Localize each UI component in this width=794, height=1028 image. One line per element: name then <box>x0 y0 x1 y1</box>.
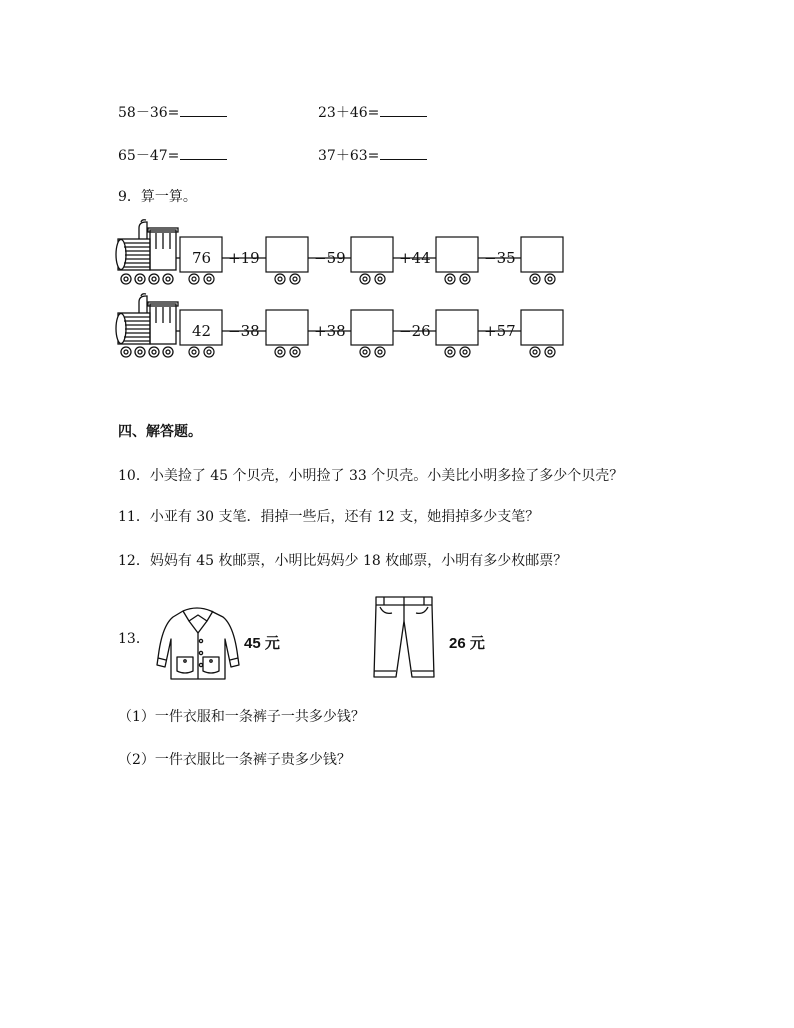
train1-op-1: +19 <box>228 249 260 267</box>
calc-right-1: 23＋46= <box>318 104 427 120</box>
train-car[interactable] <box>351 310 393 345</box>
coat-image <box>153 603 243 683</box>
train-car[interactable] <box>436 310 478 345</box>
question-13-number: 13． <box>118 631 150 647</box>
train-car[interactable] <box>351 237 393 272</box>
train-car[interactable] <box>266 237 308 272</box>
question-10: 10．小美捡了 45 个贝壳，小明捡了 33 个贝壳。小美比小明多捡了多少个贝壳？ <box>118 468 624 484</box>
answer-blank[interactable] <box>180 104 227 117</box>
locomotive-1 <box>116 220 180 284</box>
train1-op-4: −35 <box>484 249 516 267</box>
answer-blank[interactable] <box>380 147 427 160</box>
coat-price: 45 元 <box>244 635 280 652</box>
train-car[interactable] <box>521 310 563 345</box>
train2-start-value: 42 <box>192 322 212 340</box>
train2-op-4: +57 <box>484 322 516 340</box>
pants-price: 26 元 <box>449 635 485 652</box>
train-car[interactable] <box>266 310 308 345</box>
train1-op-2: −59 <box>314 249 346 267</box>
calc-left-2: 65－47= <box>118 147 227 163</box>
section4-title: 四、解答题。 <box>118 424 202 440</box>
train2-op-3: −26 <box>399 322 431 340</box>
train-car[interactable] <box>521 237 563 272</box>
calc-left-1: 58－36= <box>118 104 227 120</box>
locomotive-2 <box>116 294 180 357</box>
pants-image <box>370 593 440 683</box>
answer-blank[interactable] <box>380 104 427 117</box>
train-car[interactable] <box>436 237 478 272</box>
train2-op-2: +38 <box>314 322 346 340</box>
q9-title: 9．算一算。 <box>118 189 197 205</box>
question-13-sub1: （1）一件衣服和一条裤子一共多少钱？ <box>118 709 365 725</box>
question-13-sub2: （2）一件衣服比一条裤子贵多少钱？ <box>118 752 351 768</box>
answer-blank[interactable] <box>180 147 227 160</box>
calc-right-2: 37＋63= <box>318 147 427 163</box>
train2-op-1: −38 <box>228 322 260 340</box>
train1-start-value: 76 <box>192 249 212 267</box>
question-12: 12．妈妈有 45 枚邮票，小明比妈妈少 18 枚邮票，小明有多少枚邮票？ <box>118 553 568 569</box>
train1-op-3: +44 <box>399 249 431 267</box>
question-11: 11．小亚有 30 支笔．捐掉一些后，还有 12 支，她捐掉多少支笔？ <box>118 509 540 525</box>
